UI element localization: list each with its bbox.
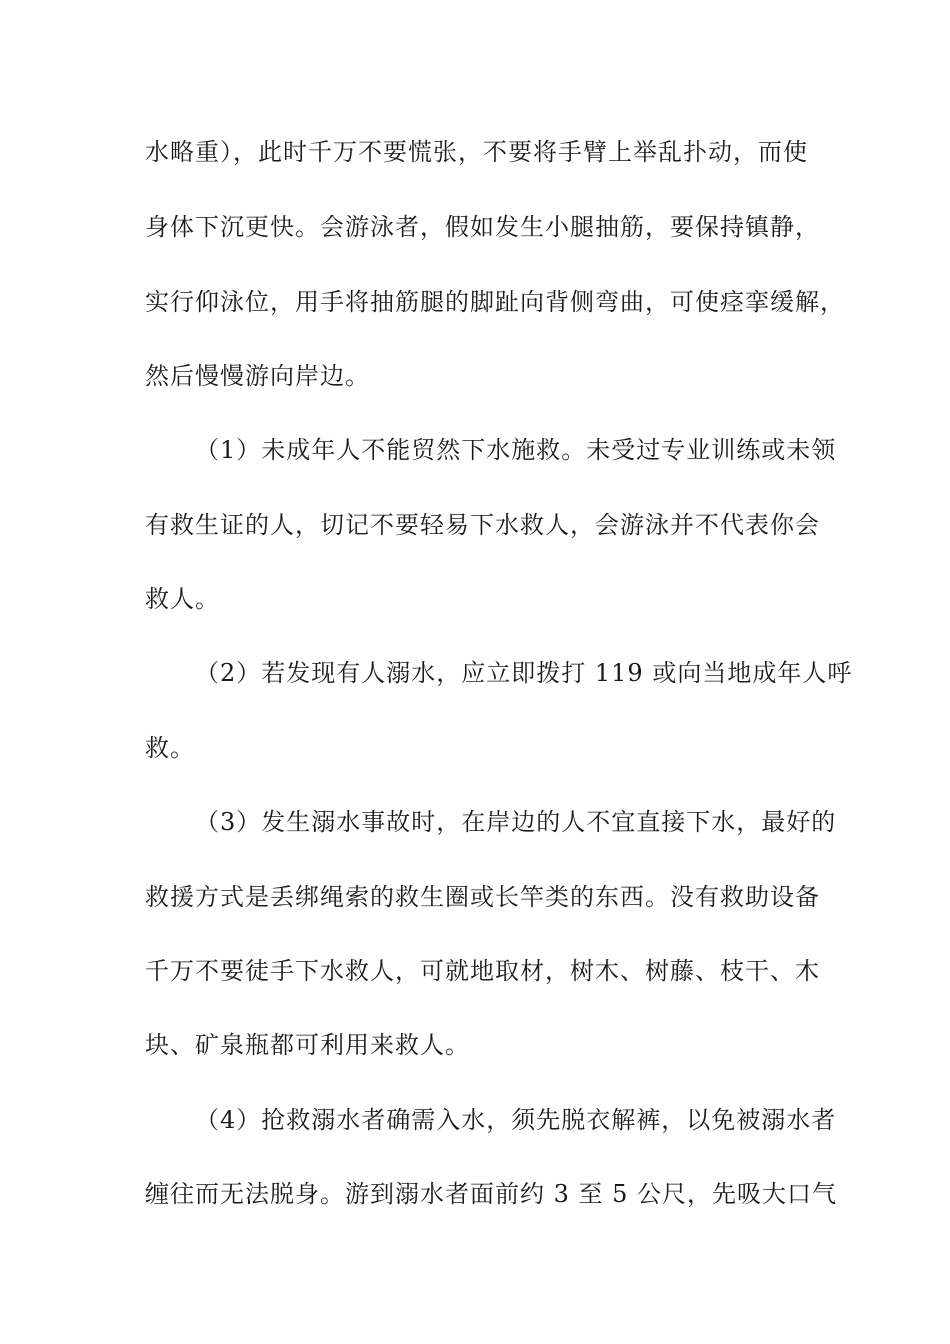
text-line: 块、矿泉瓶都可利用来救人。 [145,1031,470,1059]
text-line: 缠往而无法脱身。游到溺水者面前约 3 至 5 公尺，先吸大口气 [145,1180,838,1208]
paragraph-1-start: （1）未成年人不能贸然下水施救。未受过专业训练或未领 [195,436,837,464]
text-line: 救。 [145,734,195,762]
text-line: 有救生证的人，切记不要轻易下水救人，会游泳并不代表你会 [145,511,820,539]
paragraph-4-start: （4）抢救溺水者确需入水，须先脱衣解裤，以免被溺水者 [195,1106,837,1134]
text-line: 实行仰泳位，用手将抽筋腿的脚趾向背侧弯曲，可使痉挛缓解， [145,288,845,316]
text-line: 水略重），此时千万不要慌张，不要将手臂上举乱扑动，而使 [145,138,808,166]
paragraph-2-start: （2）若发现有人溺水，应立即拨打 119 或向当地成年人呼 [195,659,853,687]
text-line: 救人。 [145,585,220,613]
text-line: 身体下沉更快。会游泳者，假如发生小腿抽筋，要保持镇静， [145,213,820,241]
paragraph-3-start: （3）发生溺水事故时，在岸边的人不宜直接下水，最好的 [195,808,837,836]
text-line: 然后慢慢游向岸边。 [145,362,370,390]
text-line: 千万不要徒手下水救人，可就地取材，树木、树藤、枝干、木 [145,957,820,985]
text-line: 救援方式是丢绑绳索的救生圈或长竿类的东西。没有救助设备 [145,883,820,911]
